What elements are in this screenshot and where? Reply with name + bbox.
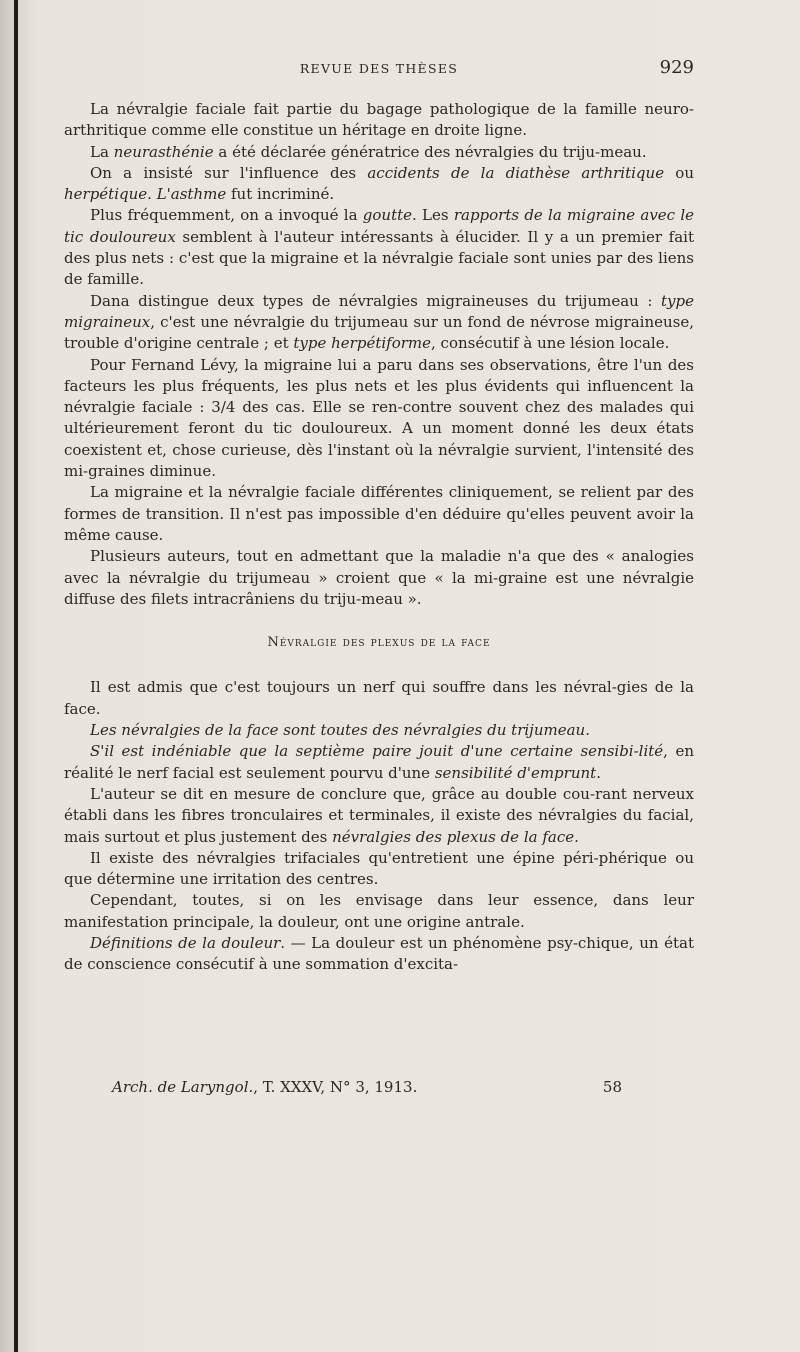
running-title: REVUE DES THÈSES <box>299 61 459 76</box>
body-text <box>64 99 694 976</box>
paragraph <box>64 784 694 848</box>
footer-citation <box>112 1078 417 1096</box>
italic-text: goutte <box>362 206 413 225</box>
binding-edge <box>14 0 18 1352</box>
text-run: Plus fréquemment, on a invoqué la <box>90 206 363 225</box>
text-run: Dana distingue deux types de névralgies migraineuses du trijumeau : <box>90 291 662 310</box>
italic-text: herpétique <box>64 185 148 204</box>
text-run: , en réalité le nerf facial est seulement pourvu d'une <box>64 742 694 782</box>
text-run: Il est admis que c'est toujours un nerf qui souffre dans les névral-gies de la face. <box>64 678 694 718</box>
italic-text: type migraineux <box>64 291 694 331</box>
page-footer <box>112 1077 622 1097</box>
text-run: , c'est une névralgie du trijumeau sur un fond de névrose migraineuse, trouble d'origine centrale ; et <box>64 312 694 353</box>
italic-text: type herpétiforme <box>293 334 432 353</box>
text-run: . <box>596 763 601 782</box>
paragraph <box>64 99 694 142</box>
paragraph <box>64 163 694 206</box>
section-heading <box>64 632 694 653</box>
text-run: . Les <box>412 206 454 225</box>
paragraph <box>64 848 694 891</box>
paragraph <box>64 677 694 720</box>
text-run: . — La douleur est un phénomène psy-chique, un état de conscience consécutif à une sommation d'excita- <box>64 933 694 974</box>
text-run: La migraine et la névralgie faciale différentes cliniquement, se relient par des formes de transition. Il n'est pas impossible d'en déduire qu'elles peuvent avoir la même cause. <box>64 483 694 544</box>
text-run: Cependant, toutes, si on les envisage dans leur essence, dans leur manifestation principale, la douleur, ont une origine antrale. <box>64 891 694 931</box>
paragraph <box>64 355 694 483</box>
text-run: semblent à l'auteur intéressants à élucider. Il y a un premier fait des plus nets : c'est que la migraine et la névralgie faciale sont unies par des liens de famille. <box>64 227 694 289</box>
text-run: On a insisté sur l'influence des <box>90 163 368 182</box>
italic-text: neurasthénie <box>113 142 214 161</box>
italic-text: accidents de la diathèse arthritique <box>367 163 665 182</box>
paragraph <box>64 205 694 290</box>
text-run: . <box>574 827 579 846</box>
footer-volume: , T. XXXV, N° 3, 1913. <box>253 1078 418 1096</box>
italic-text: névralgies des plexus de la face <box>332 827 575 846</box>
italic-text: rapports de la migraine avec le tic douloureux <box>64 206 695 246</box>
text-run: fut incriminé. <box>226 185 335 204</box>
text-run: Névralgie des plexus de la face <box>267 635 491 651</box>
paragraph <box>64 291 694 355</box>
text-run: a été déclarée génératrice des névralgies du triju-meau. <box>213 142 647 161</box>
paragraph <box>64 933 694 976</box>
text-run: La névralgie faciale fait partie du bagage pathologique de la famille neuro-arthritique comme elle constitue un héritage en droite ligne. <box>64 100 694 140</box>
italic-text: sensibilité d'emprunt <box>434 763 597 782</box>
text-run: . <box>147 185 157 204</box>
text-run: L'auteur se dit en mesure de conclure que, grâce au double cou-rant nerveux établi dans les fibres tronculaires et terminales, il existe des névralgies du facial, mais surtout et plus justement des <box>64 784 694 846</box>
italic-text: L'asthme <box>156 185 227 204</box>
text-run: La <box>90 142 114 161</box>
paragraph <box>64 142 694 163</box>
text-run: , consécutif à une lésion locale. <box>431 334 670 353</box>
text-run: Il existe des névralgies trifaciales qu'entretient une épine péri-phérique ou que détermine une irritation des centres. <box>64 848 694 889</box>
paragraph <box>64 482 694 546</box>
text-run: Pour Fernand Lévy, la migraine lui a paru dans ses observations, être l'un des facteurs les plus fréquents, les plus nets et les plus évidents qui influencent la névralgie faciale : 3/4 des cas. Elle se ren-contre souvent chez des malades qui ultérieurement feront du tic douloureux. A un moment donné les deux états coexistent et, chose curieuse, dès l'instant où la névralgie survient, l'intensité des mi-graines diminue. <box>64 355 694 481</box>
italic-text: S'il est indéniable que la septième paire jouit d'une certaine sensibi-lité <box>90 742 664 761</box>
italic-text: Les névralgies de la face sont toutes des névralgies du trijumeau. <box>90 721 590 740</box>
footer-signature: 58 <box>602 1078 622 1096</box>
paragraph <box>64 741 694 784</box>
page-header <box>64 57 694 85</box>
paragraph <box>64 890 694 933</box>
text-run: Plusieurs auteurs, tout en admettant que la maladie n'a que des « analogies avec la névralgie du trijumeau » croient que « la mi-graine est une névralgie diffuse des filets intracrâniens du triju-meau ». <box>64 547 694 608</box>
footer-journal: Arch. de Laryngol. <box>112 1078 254 1096</box>
page-number: 929 <box>659 57 694 78</box>
paragraph <box>64 720 694 741</box>
paragraph <box>64 546 694 610</box>
italic-text: Définitions de la douleur <box>90 933 281 952</box>
text-run: ou <box>664 163 694 182</box>
